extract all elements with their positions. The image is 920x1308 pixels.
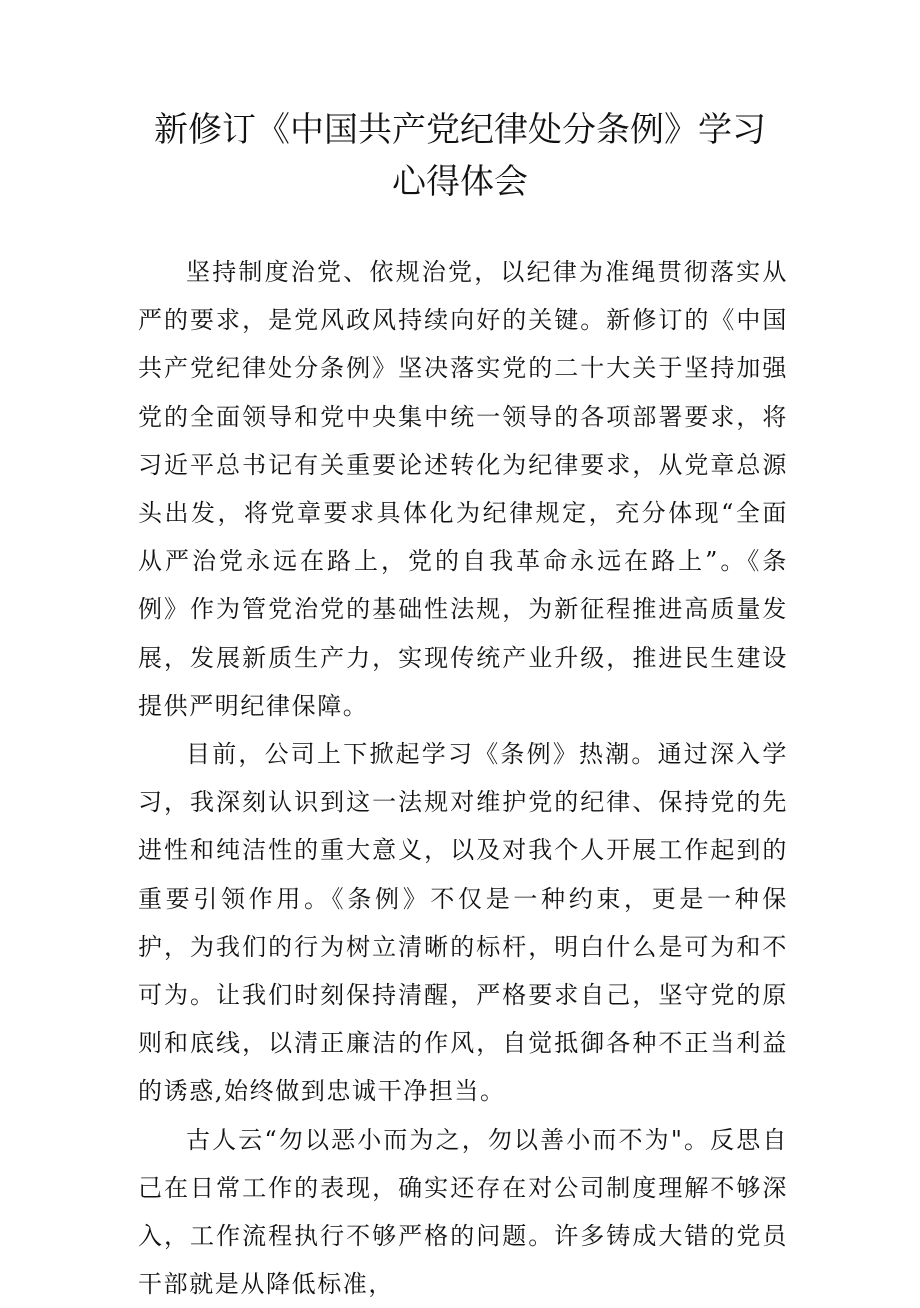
- title-line-1: 新修订《中国共产党纪律处分条例》学习: [154, 110, 766, 150]
- paragraph-2: 目前，公司上下掀起学习《条例》热潮。通过深入学习，我深刻认识到这一法规对维护党的纪律、保持党的先进性和纯洁性的重大意义，以及对我个人开展工作起到的重要引领作用。《条例》不仅是一种约束，更是一种保护，为我们的行为树立清晰的标杆，明白什么是可为和不可为。让我们时刻保持清醒，严格要求自己，坚守党的原则和底线，以清正廉洁的作风，自觉抵御各种不正当利益的诱惑,始终做到忠诚干净担当。: [138, 740, 788, 1106]
- title-line-2: 心得体会: [392, 162, 528, 202]
- paragraph-1: 坚持制度治党、依规治党，以纪律为准绳贯彻落实从严的要求，是党风政风持续向好的关键。新修订的《中国共产党纪律处分条例》坚决落实党的二十大关于坚持加强党的全面领导和党中央集中统一领导的各项部署要求，将习近平总书记有关重要论述转化为纪律要求，从党章总源头出发，将党章要求具体化为纪律规定，充分体现“全面从严治党永远在路上，党的自我革命永远在路上”。《条例》作为管党治党的基础性法规，为新征程推进高质量发展，发展新质生产力，实现传统产业升级，推进民生建设提供严明纪律保障。: [138, 258, 788, 720]
- document-title: [120, 104, 800, 208]
- paragraph-3: 古人云“勿以恶小而为之，勿以善小而不为"。反思自己在日常工作的表现，确实还存在对公司制度理解不够深入，工作流程执行不够严格的问题。许多铸成大错的党员干部就是从降低标准，: [138, 1125, 788, 1299]
- document-body: [138, 248, 788, 1308]
